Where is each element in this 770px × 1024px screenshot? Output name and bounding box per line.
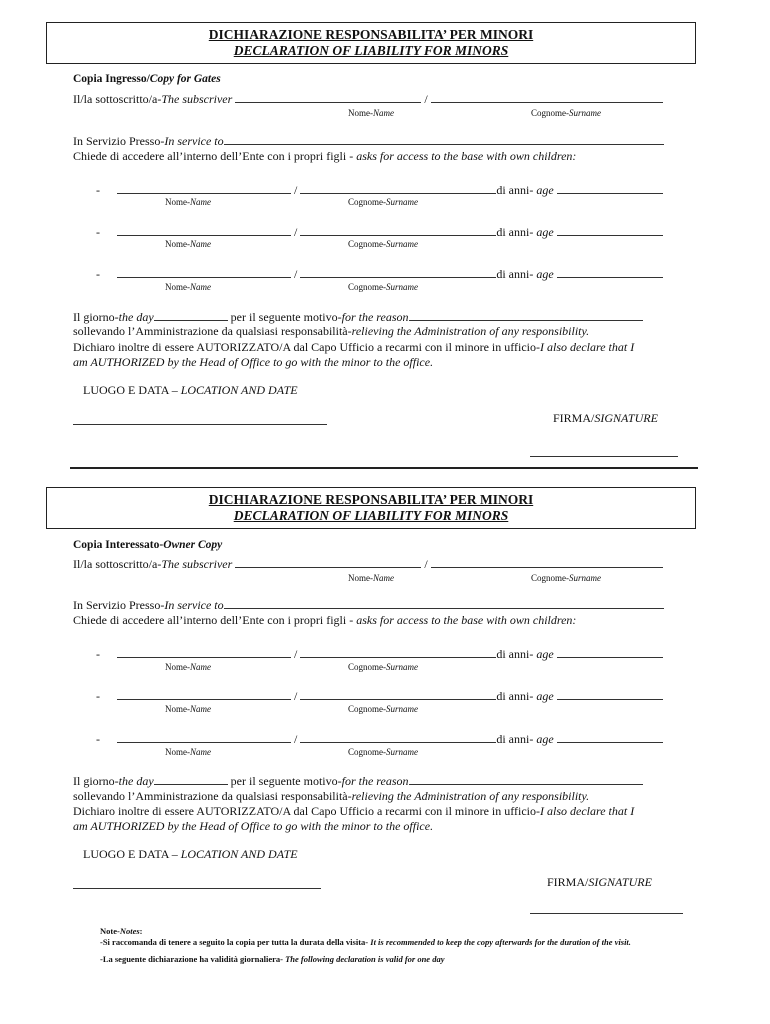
subscriber-row: Il/la sottoscritto/a-The subscriver / [73, 91, 663, 107]
note-item: -La seguente dichiarazione ha validità giornaliera- The following declaration is valid for one day [100, 954, 445, 964]
name-caption: Nome-Name [165, 704, 211, 714]
location-date-label: LUOGO E DATA – LOCATION AND DATE [83, 847, 298, 861]
child-surname-field[interactable] [300, 224, 496, 236]
form-title: DICHIARAZIONE RESPONSABILITA’ PER MINORI [208, 492, 534, 507]
relieve-text: sollevando l’Amministrazione da qualsiasi responsabilità-relieving the Administration of any responsibility. [73, 324, 590, 338]
child-row: - / di anni- age [96, 731, 663, 747]
authorized-text-line2: am AUTHORIZED by the Head of Office to go with the minor to the office. [73, 819, 434, 833]
notes-title: Note-Notes: [100, 926, 143, 936]
name-caption: Nome-Name [165, 662, 211, 672]
authorized-text-line1: Dichiaro inoltre di essere AUTORIZZATO/A dal Capo Ufficio a recarmi con il minore in ufficio-I also declare that I [73, 804, 635, 818]
day-field[interactable] [154, 309, 228, 321]
form-subtitle: DECLARATION OF LIABILITY FOR MINORS [233, 508, 509, 523]
location-date-field[interactable] [73, 412, 327, 430]
child-row: - / di anni- age [96, 266, 663, 282]
location-date-label: LUOGO E DATA – LOCATION AND DATE [83, 383, 298, 397]
child-age-field[interactable] [557, 224, 663, 236]
notes-block [100, 926, 680, 965]
child-name-field[interactable] [117, 266, 291, 278]
child-row: - / di anni- age [96, 182, 663, 198]
child-name-field[interactable] [117, 224, 291, 236]
subscriber-surname-field[interactable] [431, 91, 663, 103]
service-row: In Servizio Presso-In service to [73, 597, 664, 613]
child-surname-field[interactable] [300, 731, 496, 743]
subscriber-surname-field[interactable] [431, 556, 663, 568]
day-reason-row: Il giorno-the day per il seguente motivo-for the reason [73, 773, 643, 789]
child-surname-field[interactable] [300, 688, 496, 700]
child-age-field[interactable] [557, 646, 663, 658]
surname-caption: Cognome-Surname [348, 197, 418, 207]
name-caption: Nome-Name [348, 108, 394, 118]
signature-field[interactable] [530, 901, 683, 919]
subscriber-name-field[interactable] [235, 556, 421, 568]
note-item: -Si raccomanda di tenere a seguito la copia per tutta la durata della visita- It is recommended to keep the copy afterwards for the duration of the visit. [100, 937, 631, 947]
child-age-field[interactable] [557, 266, 663, 278]
child-name-field[interactable] [117, 646, 291, 658]
name-caption: Nome-Name [165, 197, 211, 207]
reason-field[interactable] [409, 773, 643, 785]
service-field[interactable] [224, 597, 664, 609]
child-age-field[interactable] [557, 688, 663, 700]
access-request: Chiede di accedere all’interno dell’Ente con i propri figli - asks for access to the base with own children: [73, 149, 577, 163]
section-divider [70, 467, 698, 469]
surname-caption: Cognome-Surname [348, 282, 418, 292]
authorized-text-line2: am AUTHORIZED by the Head of Office to go with the minor to the office. [73, 355, 434, 369]
signature-label: FIRMA/SIGNATURE [553, 411, 658, 425]
signature-label: FIRMA/SIGNATURE [547, 875, 652, 889]
child-row: - / di anni- age [96, 646, 663, 662]
signature-field[interactable] [530, 444, 678, 462]
service-field[interactable] [224, 133, 664, 145]
surname-caption: Cognome-Surname [531, 573, 601, 583]
service-row: In Servizio Presso-In service to [73, 133, 664, 149]
child-age-field[interactable] [557, 182, 663, 194]
access-request: Chiede di accedere all’interno dell’Ente con i propri figli - asks for access to the base with own children: [73, 613, 577, 627]
relieve-text: sollevando l’Amministrazione da qualsiasi responsabilità-relieving the Administration of any responsibility. [73, 789, 590, 803]
form-title-box [46, 487, 696, 529]
name-caption: Nome-Name [348, 573, 394, 583]
copy-label: Copia Ingresso/Copy for Gates [73, 73, 221, 85]
child-age-field[interactable] [557, 731, 663, 743]
form-title-box [46, 22, 696, 64]
authorized-text-line1: Dichiaro inoltre di essere AUTORIZZATO/A dal Capo Ufficio a recarmi con il minore in ufficio-I also declare that I [73, 340, 635, 354]
child-surname-field[interactable] [300, 646, 496, 658]
subscriber-name-field[interactable] [235, 91, 421, 103]
surname-caption: Cognome-Surname [348, 747, 418, 757]
surname-caption: Cognome-Surname [348, 704, 418, 714]
child-name-field[interactable] [117, 182, 291, 194]
child-name-field[interactable] [117, 688, 291, 700]
surname-caption: Cognome-Surname [531, 108, 601, 118]
surname-caption: Cognome-Surname [348, 662, 418, 672]
name-caption: Nome-Name [165, 282, 211, 292]
name-caption: Nome-Name [165, 239, 211, 249]
form-title: DICHIARAZIONE RESPONSABILITA’ PER MINORI [208, 27, 534, 42]
location-date-field[interactable] [73, 876, 321, 894]
child-row: - / di anni- age [96, 224, 663, 240]
child-surname-field[interactable] [300, 266, 496, 278]
child-row: - / di anni- age [96, 688, 663, 704]
child-name-field[interactable] [117, 731, 291, 743]
day-field[interactable] [154, 773, 228, 785]
day-reason-row: Il giorno-the day per il seguente motivo-for the reason [73, 309, 643, 325]
surname-caption: Cognome-Surname [348, 239, 418, 249]
name-caption: Nome-Name [165, 747, 211, 757]
copy-label: Copia Interessato-Owner Copy [73, 539, 223, 551]
form-subtitle: DECLARATION OF LIABILITY FOR MINORS [233, 43, 509, 58]
reason-field[interactable] [409, 309, 643, 321]
child-surname-field[interactable] [300, 182, 496, 194]
subscriber-row: Il/la sottoscritto/a-The subscriver / [73, 556, 663, 572]
